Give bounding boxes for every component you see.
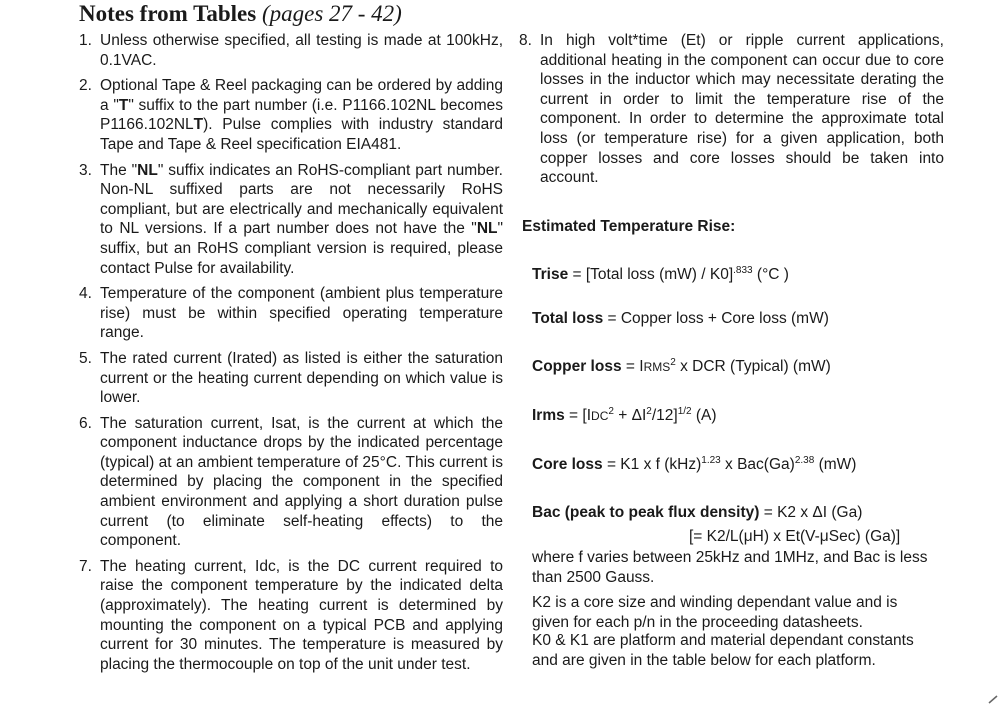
note-text: The rated current (Irated) as listed is either the saturation current or the heating current depending on which value is lower. <box>100 349 503 407</box>
formula-trise: Trise = [Total loss (mW) / K0]$^{.833}$ (°C ) <box>532 265 789 283</box>
note-4 <box>79 284 503 343</box>
note-2 <box>79 76 503 154</box>
note-1 <box>79 31 503 70</box>
section-heading: Estimated Temperature Rise: <box>522 218 736 235</box>
note-text: The saturation current, Isat, is the current at which the component inductance drops by the indicated percentage (typical) at an ambient temperature of 25°C. This current is determined by placing the component in the specified ambient environment and applying a short duration pulse current (to eliminate self-heating effects) to the component. <box>100 414 503 550</box>
paragraph-k0-k1: K0 & K1 are platform and material dependant constants and are given in the table below for each platform. <box>532 632 914 669</box>
note-7 <box>79 557 503 675</box>
formula-total-loss: Total loss = Copper loss + Core loss (mW) <box>532 310 829 327</box>
note-5 <box>79 349 503 408</box>
note-text: In high volt*time (Et) or ripple current applications, additional heating in the component can occur due to core losses in the inductor which may necessitate derating the current in order to limit the temperature rise of the component. In order to determine the approximate total loss (or temperature rise) for a given application, both copper losses and core losses should be taken into account. <box>540 32 944 187</box>
formula-irms: Irms = $[IDC^2 + \Delta I^2/12]^{1/2}$ (A) <box>532 406 717 424</box>
note-text: The "NL" suffix indicates an RoHS-compliant part number. Non-NL suffixed parts are not necessarily RoHS compliant, but are electrically and mechanically equivalent to NL versions. If a part number does not have the "NL" suffix, but an RoHS compliant version is required, please contact Pulse for availability. <box>100 161 503 277</box>
note-text: Unless otherwise specified, all testing is made at 100kHz, 0.1VAC. <box>100 32 503 69</box>
paragraph-frequency-range: where f varies between 25kHz and 1MHz, and Bac is less than 2500 Gauss. <box>532 549 928 586</box>
title-pages: (pages 27 - 42) <box>261 1 402 26</box>
formula-core-loss: Core loss = K1 x f (kHz)$^{1.23}$ x $Bac(Ga)^{2.38}$ (mW) <box>532 455 857 473</box>
page-edge-arrow-icon <box>987 684 999 704</box>
note-8 <box>519 31 944 188</box>
note-3 <box>79 161 503 279</box>
note-6 <box>79 414 503 551</box>
page-title <box>79 0 402 28</box>
note-text: Temperature of the component (ambient plus temperature rise) must be within specified operating temperature range. <box>100 285 503 342</box>
title-main: Notes from Tables <box>79 1 257 26</box>
note-number: 3. <box>79 161 92 179</box>
note-number: 2. <box>79 77 92 95</box>
note-number: 7. <box>79 557 92 575</box>
note-text: The heating current, Idc, is the DC current required to raise the component temperature by the indicated delta (approximately). The heating current is determined by mounting the component on a typical PCB and applying current for 30 minutes. The temperature is measured by placing the thermocouple on top of the unit under test. <box>100 557 503 673</box>
note-number: 8. <box>519 32 532 49</box>
notes-right-column <box>519 31 944 194</box>
note-number: 6. <box>79 414 92 432</box>
notes-left-column <box>79 31 503 680</box>
formula-bac: Bac (peak to peak flux density) = K2 x ΔI (Ga) <box>532 504 863 521</box>
note-number: 1. <box>79 32 92 49</box>
formula-copper-loss: Copper loss = $IRMS^2$ x DCR (Typical) (mW) <box>532 357 831 375</box>
note-number: 4. <box>79 285 92 303</box>
paragraph-k2: K2 is a core size and winding dependant value and is given for each p/n in the proceeding datasheets. <box>532 594 898 631</box>
note-text: Optional Tape & Reel packaging can be ordered by adding a "T" suffix to the part number (i.e. P1166.102NL becomes P1166.102NLT). Pulse complies with industry standard Tape and Tape & Reel specification EIA481. <box>100 77 503 153</box>
note-number: 5. <box>79 349 92 367</box>
formula-bac-alt: [= K2/L(μH) x Et(V-μSec) (Ga)] <box>689 528 901 545</box>
